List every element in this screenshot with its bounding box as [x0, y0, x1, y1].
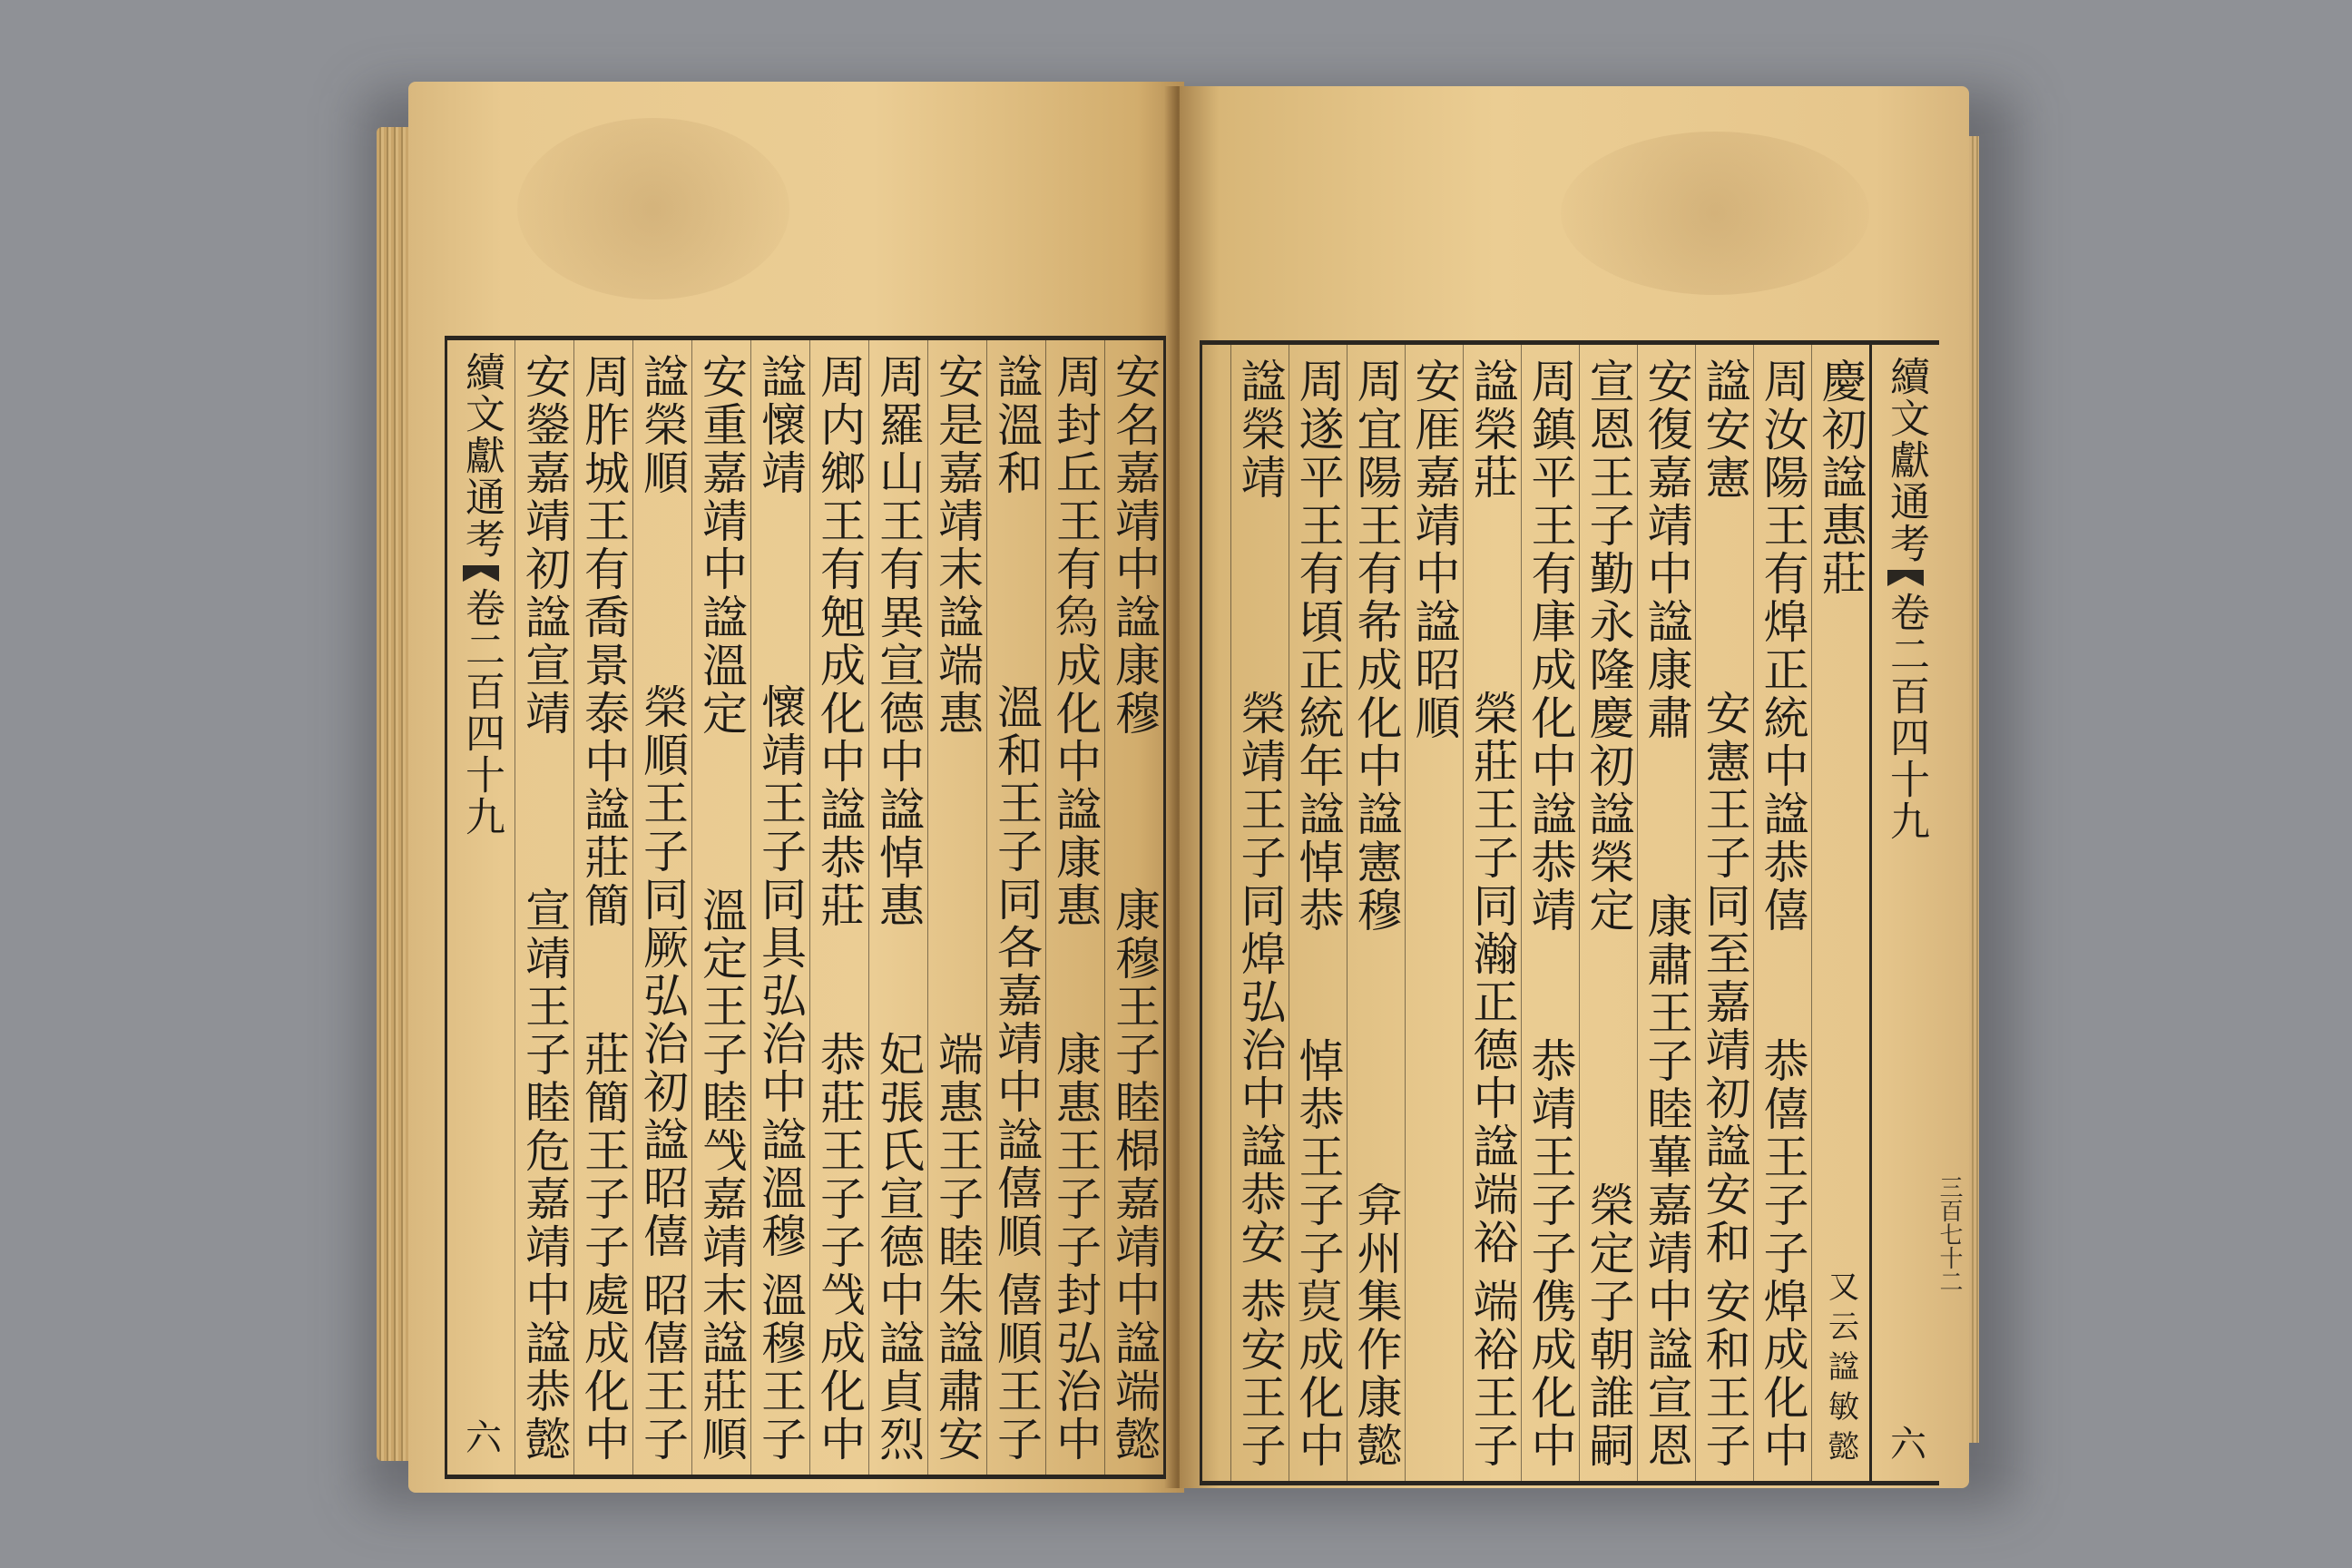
left-column-split — [754, 353, 807, 1271]
left-text-column — [573, 340, 632, 1475]
left-text-column — [809, 340, 868, 1475]
left-text-column — [1045, 340, 1104, 1475]
right-column-tail-text: 端裕王子 — [1465, 1278, 1519, 1470]
right-volume-number: 卷二百四十九 — [1883, 592, 1929, 842]
left-column-body-text: 榮順王子同厥弘治初諡昭僖 — [636, 683, 689, 1260]
right-column-heading-text: 安復嘉靖中諡康肅 — [1640, 358, 1693, 742]
right-column-heading-text: 周宜陽王有㣇成化中諡憲穆 — [1349, 358, 1403, 935]
left-column-body-text: 溫定王子睦㦰嘉靖末諡莊順 — [695, 887, 748, 1464]
right-column-body-text: 又云諡敏懿 — [1822, 1270, 1859, 1470]
right-column-tail-text: 安和王子 — [1698, 1278, 1751, 1470]
left-column-heading-text: 諡榮順 — [636, 353, 689, 497]
left-column-heading-text: 周胙城王有喬景泰中諡莊簡 — [577, 353, 630, 930]
left-text-column — [1104, 340, 1163, 1475]
left-text-column — [632, 340, 691, 1475]
left-column-body-text: 康穆王子睦㭿嘉靖中諡端懿 — [1108, 887, 1161, 1464]
right-book-title: 續文獻通考 — [1883, 356, 1929, 564]
left-column-tail-text: 僖順王子 — [990, 1271, 1043, 1464]
right-column-heading-text: 諡榮靖 — [1233, 358, 1287, 502]
right-column-split — [1698, 358, 1751, 1278]
right-column-body-text: 悼恭王子子𤊾成化中 — [1291, 1037, 1345, 1470]
left-column-body-text: 懷靖王子同具弘治中諡溫穆 — [754, 683, 807, 1260]
right-column-heading-text: 周汝陽王有㷆正統中諡恭僖 — [1756, 358, 1809, 935]
left-column-tail-text: 昭僖王子 — [636, 1271, 689, 1464]
leaf-count-mark: 三百七十二 — [1936, 1175, 1963, 1293]
left-column-heading-text: 周封丘王有𤉢成化中諡康惠 — [1049, 353, 1102, 930]
right-column-body-text: 榮莊王子同瀚正德中諡端裕 — [1465, 690, 1519, 1267]
left-text-frame — [445, 336, 1166, 1479]
left-column-lane — [754, 353, 807, 1271]
left-column-lane — [990, 353, 1043, 1271]
left-text-column — [868, 340, 927, 1475]
left-column-body-text: 妃張氏宣德中諡貞烈 — [872, 1031, 925, 1464]
right-column-heading-text: 慶初諡惠莊 — [1814, 358, 1867, 598]
right-text-column — [1230, 345, 1289, 1481]
left-column-tail-text: 溫穆王子 — [754, 1271, 807, 1464]
left-column-heading-text: 安重嘉靖中諡溫定 — [695, 353, 748, 738]
left-column-heading-text: 諡懷靖 — [754, 353, 807, 497]
right-column-body-text: 康肅王子睦蓽嘉靖中諡宣恩 — [1640, 893, 1693, 1470]
right-text-column — [1753, 345, 1811, 1481]
right-column-body-text: 弇州集作康懿 — [1349, 1181, 1403, 1470]
left-column-split — [636, 353, 689, 1271]
paper-stain — [1561, 132, 1869, 295]
right-page — [1180, 86, 1969, 1488]
right-text-column — [1405, 345, 1463, 1481]
left-column-split — [990, 353, 1043, 1271]
left-column-body-text: 端惠王子睦朱諡肅安 — [931, 1031, 984, 1464]
left-center-strip — [445, 340, 514, 1475]
right-text-column — [1521, 345, 1579, 1481]
fishtail-mark-icon — [463, 565, 499, 582]
fishtail-mark-icon — [1887, 570, 1924, 586]
right-column-heading-text: 諡榮莊 — [1465, 358, 1519, 502]
left-text-column — [691, 340, 750, 1475]
left-column-heading-text: 安名嘉靖中諡康穆 — [1108, 353, 1161, 738]
right-column-split — [1465, 358, 1519, 1278]
right-column-lane — [1233, 358, 1287, 1278]
right-column-body-text: 榮靖王子同㷆弘治中諡恭安 — [1233, 690, 1287, 1267]
right-column-body-text: 恭僖王子子㷆成化中 — [1756, 1037, 1809, 1470]
left-text-column — [514, 340, 573, 1475]
left-column-body-text: 莊簡王子子處成化中 — [577, 1031, 630, 1464]
right-column-heading-text: 諡安憲 — [1698, 358, 1751, 502]
left-column-heading-text: 周羅山王有異宣德中諡悼惠 — [872, 353, 925, 930]
left-column-body-text: 溫和王子同各嘉靖中諡僖順 — [990, 683, 1043, 1260]
left-column-body-text: 恭莊王子子㦰成化中 — [813, 1031, 866, 1464]
left-column-body-text: 康惠王子子封弘治中 — [1049, 1031, 1102, 1464]
right-text-column — [1695, 345, 1753, 1481]
right-column-heading-text: 宣恩王子勤永隆慶初諡榮定 — [1582, 358, 1635, 935]
left-column-lane — [636, 353, 689, 1271]
right-column-heading-text: 周鎮平王有㡽成化中諡恭靖 — [1524, 358, 1577, 935]
right-text-column — [1347, 345, 1405, 1481]
left-column-heading-text: 諡溫和 — [990, 353, 1043, 497]
left-column-heading-text: 安鎣嘉靖初諡宣靖 — [518, 353, 571, 738]
right-text-column — [1289, 345, 1347, 1481]
left-column-heading-text: 安是嘉靖末諡端惠 — [931, 353, 984, 738]
right-column-tail-text: 恭安王子 — [1233, 1278, 1287, 1470]
left-folio-number: 六 — [459, 1418, 502, 1456]
left-text-column — [927, 340, 986, 1475]
right-center-strip — [1869, 345, 1939, 1481]
right-column-heading-text: 安㕍嘉靖中諡昭順 — [1407, 358, 1461, 742]
left-text-column — [986, 340, 1045, 1475]
right-column-body-text: 安憲王子同至嘉靖初諡安和 — [1698, 690, 1751, 1267]
right-column-lane — [1465, 358, 1519, 1278]
right-text-column — [1579, 345, 1637, 1481]
left-column-heading-text: 周内鄉王有𣆶成化中諡恭莊 — [813, 353, 866, 930]
right-column-heading-text: 周遂平王有頃正統年諡悼恭 — [1291, 358, 1345, 935]
right-column-body-text: 恭靖王子子㑺成化中 — [1524, 1037, 1577, 1470]
right-column-body-text: 榮定子朝誰嗣 — [1582, 1181, 1635, 1470]
left-volume-number: 卷二百四十九 — [458, 587, 505, 838]
left-book-title: 續文獻通考 — [458, 351, 505, 560]
right-text-frame — [1200, 340, 1939, 1485]
right-column-split — [1233, 358, 1287, 1278]
left-page — [408, 82, 1184, 1493]
paper-stain — [517, 118, 789, 299]
left-column-body-text: 宣靖王子睦危嘉靖中諡恭懿 — [518, 887, 571, 1464]
right-folio-number: 六 — [1884, 1425, 1926, 1463]
left-text-column — [750, 340, 809, 1475]
right-text-column — [1463, 345, 1521, 1481]
right-text-column — [1637, 345, 1695, 1481]
right-column-lane — [1698, 358, 1751, 1278]
right-text-column — [1811, 345, 1869, 1481]
